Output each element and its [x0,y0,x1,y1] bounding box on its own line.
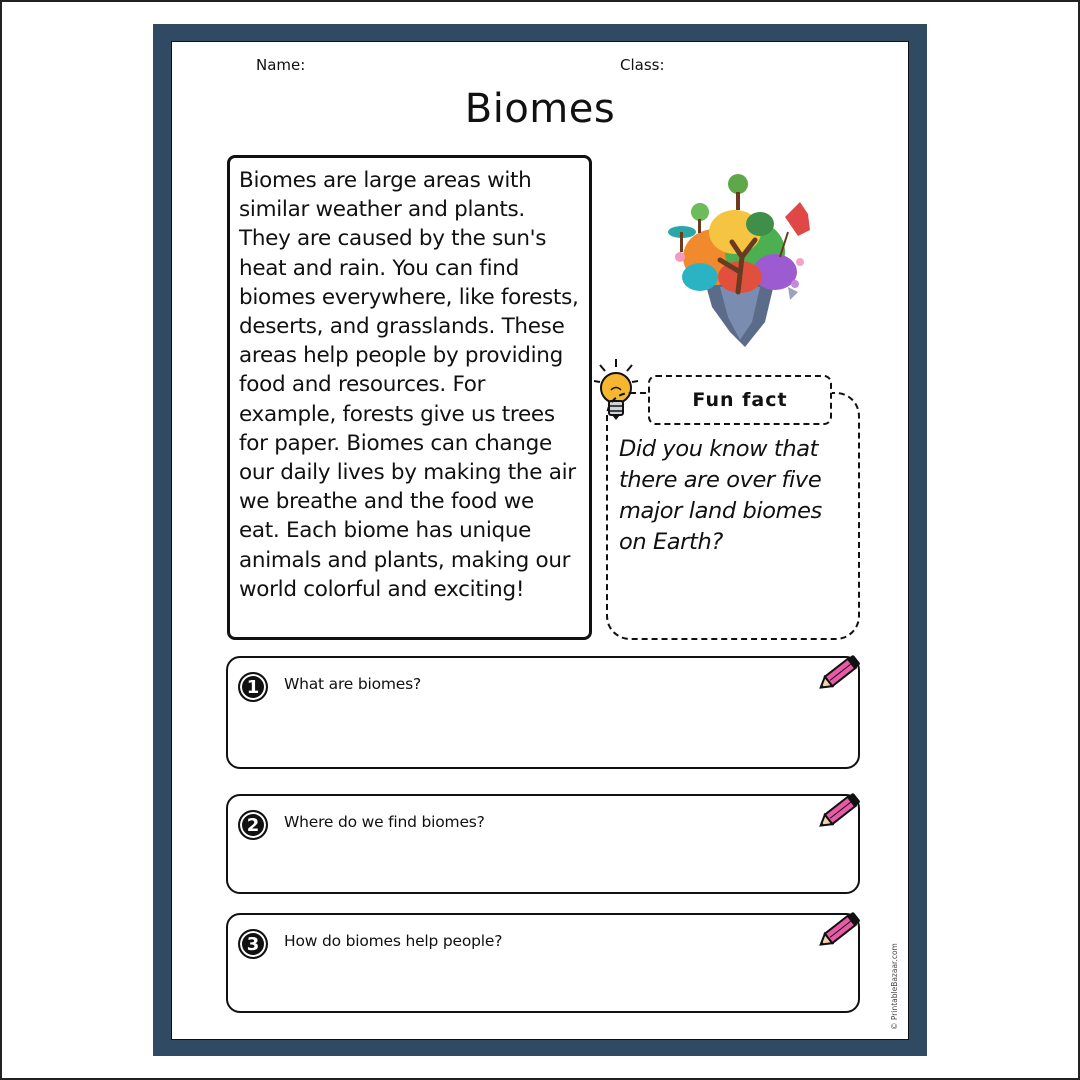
pencil-icon [814,650,868,696]
question-2-answer-box[interactable] [226,794,860,894]
biome-tree-island-icon [660,162,820,352]
question-text: How do biomes help people? [284,932,503,950]
question-number-badge: 3 [238,929,268,959]
page-title: Biomes [464,86,616,132]
question-text: Where do we find biomes? [284,813,485,831]
name-label: Name: [256,56,306,74]
copyright-text: © PrintableBazaar.com [890,943,899,1030]
question-number-badge: 1 [238,672,268,702]
fun-fact-heading: Fun fact [648,375,832,425]
question-1-answer-box[interactable] [226,656,860,769]
pencil-icon [814,907,868,953]
question-3-answer-box[interactable] [226,913,860,1013]
pencil-icon [814,788,868,834]
question-number-badge: 2 [238,810,268,840]
question-text: What are biomes? [284,675,422,693]
class-label: Class: [620,56,665,74]
reading-passage: Biomes are large areas with similar weather and plants. They are caused by the sun's heat and rain. You can find biomes everywhere, like forests, deserts, and grasslands. These areas help people by providing food and resources. For example, forests give us trees for paper. Biomes can change our daily lives by making the air we breathe and the food we eat. Each biome has unique animals and plants, making our world colorful and exciting! [227,155,592,640]
fun-fact-text: Did you know that there are over five major land biomes on Earth? [619,436,822,555]
